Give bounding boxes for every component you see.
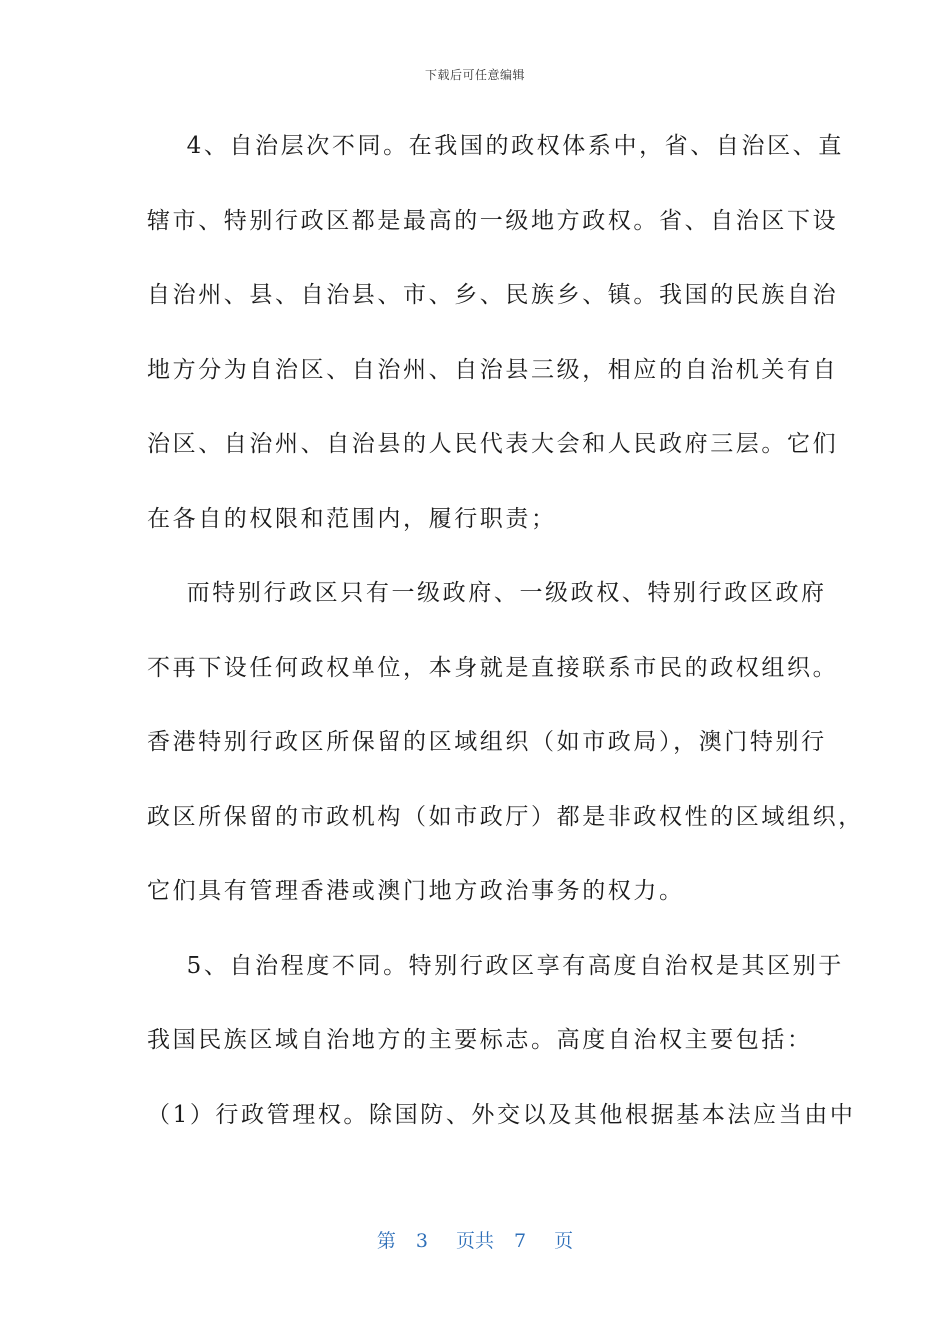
text-line: 辖市、特别行政区都是最高的一级地方政权。省、自治区下设 — [147, 207, 839, 234]
page-footer — [0, 1226, 950, 1253]
text-line: 4、自治层次不同。在我国的政权体系中，省、自治区、直 — [147, 133, 844, 159]
body-text — [147, 128, 864, 1171]
text-line: 香港特别行政区所保留的区域组织（如市政局），澳门特别行 — [147, 729, 827, 755]
footer-middle: 页共 — [455, 1230, 494, 1252]
header-note: 下载后可任意编辑 — [424, 68, 525, 82]
text-line: 自治州、县、自治县、市、乡、民族乡、镇。我国的民族自治 — [147, 282, 839, 308]
text-line: 5、自治程度不同。特别行政区享有高度自治权是其区别于 — [147, 952, 844, 979]
text-line: 治区、自治州、自治县的人民代表大会和人民政府三层。它们 — [147, 431, 839, 457]
footer-current-page: 3 — [415, 1230, 428, 1252]
text-line: 而特别行政区只有一级政府、一级政权、特别行政区政府 — [147, 580, 827, 606]
text-line: （1）行政管理权。除国防、外交以及其他根据基本法应当由中 — [147, 1101, 856, 1128]
text-line: 地方分为自治区、自治州、自治县三级，相应的自治机关有自 — [147, 356, 839, 383]
text-line: 政区所保留的市政机构（如市政厅）都是非政权性的区域组织， — [147, 803, 864, 830]
text-line: 我国民族区域自治地方的主要标志。高度自治权主要包括： — [147, 1027, 813, 1053]
text-line: 它们具有管理香港或澳门地方政治事务的权力。 — [147, 878, 685, 904]
footer-prefix: 第 — [376, 1230, 396, 1252]
text-line: 不再下设任何政权单位，本身就是直接联系市民的政权组织。 — [147, 654, 839, 681]
text-line: 在各自的权限和范围内，履行职责； — [147, 505, 557, 532]
footer-suffix: 页 — [554, 1230, 574, 1252]
footer-total-pages: 7 — [514, 1230, 527, 1252]
